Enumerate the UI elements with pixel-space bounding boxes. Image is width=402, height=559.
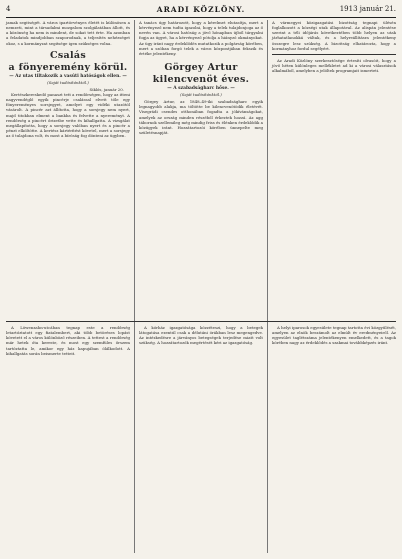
- notice-paragraph: Az Aradi Közlöny szerkesztősége értesíti olvasóit, hogy a jövő héten különleges mellékletet ad ki a városi választások alkalmából, amelyben a jelöltek programjait ismerteti.: [272, 57, 396, 74]
- issue-date: 1913 január 21.: [339, 5, 396, 13]
- column-3: [272, 20, 396, 73]
- column-2: [139, 20, 263, 135]
- article-kicker: — Az utas tiltakozik a vasúti hatóságok ellen. —: [9, 73, 127, 79]
- column-divider: [267, 20, 268, 553]
- lower-paragraph: A Löwenzahn-utcában tegnap este a rendőrség letartóztatott egy fiatalembert, aki több betöréses lopást követett el a város különböző részeiben. A tettest a rendőrség már hetek óta kereste, és most egy szemfüles őrszem tartóztatta le, amikor egy ház kapujában ólálkodott. A kihallgatás során beismerte tetteit.: [6, 325, 130, 356]
- article-subtitle: kilencvenöt éves.: [152, 74, 250, 86]
- column-1: [6, 20, 130, 138]
- article-title: Csalás: [50, 49, 86, 61]
- article-subtitle: a fönyeremény körül.: [8, 61, 128, 73]
- paper-title: ARADI KÖZLÖNY.: [156, 5, 246, 14]
- section-rule: [272, 54, 396, 55]
- lower-paragraph: A kórház igazgatósága közzéteszi, hogy a betegek látogatása ezentúl csak a délutáni órákban lesz megengedve. Az intézkedésre a járványos betegségek terjedése miatt volt szükség. A hozzátartozók megértését kéri az igazgatóság.: [139, 325, 263, 346]
- lower-column-2: [139, 325, 263, 346]
- intro-paragraph: A tanács úgy határozott, hogy a kérelmet elutasítja, mert a kérvényező nem tudta igazolni, hogy a telek tulajdonjoga az ő nevén van. A városi hatóság a jövő hónapban újból tárgyalni fogja az ügyet, ha a kérvényező pótolja a hiányzó okmányokat. Az ügy iránt nagy érdeklődés mutatkozik a polgárság körében, mert a szóban forgó telek a város központjában fekszik és értéke jelentékeny.: [139, 20, 263, 56]
- intro-paragraph: jamak segitségét. A város ipartörvényes életét is különösen a nemzeti, mint a társadalmi mozgalom szolgálatában állott, és a közönség ha nem is mindent, de sokat tett érte. Ha azonban a feladatok mindjobban szaporodnak, a teljesítés nehézséget okoz, s a kormányzat segitsége igen szükséges volna.: [6, 20, 130, 46]
- page-header: [6, 4, 396, 18]
- article-title: Görgey Artur: [164, 62, 238, 74]
- article-dateline: Siklós, január 20.: [89, 86, 124, 92]
- article-body: Kertészkereskedő panaszt tett a rendőrségen, hogy az itteni nagyvendéglő egyik pincérje csalással elvett tőle egy fönyereményes sorsjegyet, amelyet egy vidéki utazótól vásárolt. A pincér azt állította, hogy a sorsjegy nem nyert, majd titokban elment a bankba és felvette a nyereményt. A rendőrség a pincért őrizetbe vette és kihallgatta. A vizsgálat megállapította, hogy a sorsjegy valóban nyert és a pincér a pénzt elköltötte. A kertész kártérítést követel, mert a sorsjegy az ő tulajdona volt, és most a bíróság fog dönteni az ügyben.: [6, 91, 130, 139]
- column-divider: [134, 20, 135, 553]
- article-kicker: — A szabadságharc hőse. —: [167, 86, 235, 92]
- lower-column-3: [272, 325, 396, 346]
- lower-section-rule: [6, 321, 396, 322]
- lower-paragraph: A helyi iparosok egyesülete tegnap tartotta évi közgyűlését, amelyen az elnök beszámolt az elmúlt év eredményeiről. Az egyesület taglétszáma jelentékenyen emelkedett, és a tagok körében nagy az érdeklődés a szakmai továbbképzés iránt.: [272, 325, 396, 346]
- article-byline: (Saját tudósítónktól.): [180, 92, 222, 98]
- page-number: 4: [6, 5, 11, 13]
- lower-column-1: [6, 325, 130, 356]
- article-body: Görgey Artur, az 1848–49-iki szabadságharc egyik legnagyobb alakja, ma töltötte be kilencvenötödik életévét. Visegrádi csendes otthonában fogadta a jókívánságokat, amelyek az ország minden részéből érkeztek hozzá. Az agg tábornok szellemileg még mindig friss és élénken érdeklődik a közügyek iránt. Hozzátartozói körében ünnepelte meg születésnapját.: [139, 99, 263, 136]
- article-byline: (Saját tudósítónktól.): [47, 79, 89, 85]
- intro-paragraph: A vármegyei közigazgatási bizottság tegnapi ülésén foglalkozott a községi utak állapotával. Az alispán jelentése szerint a téli időjárás következtében több helyen az utak járhatatlanokká váltak, és a helyreállításra jelentékeny összegre lesz szükség. A bizottság elhatározta, hogy a kormányhoz fordul segélyért.: [272, 20, 396, 51]
